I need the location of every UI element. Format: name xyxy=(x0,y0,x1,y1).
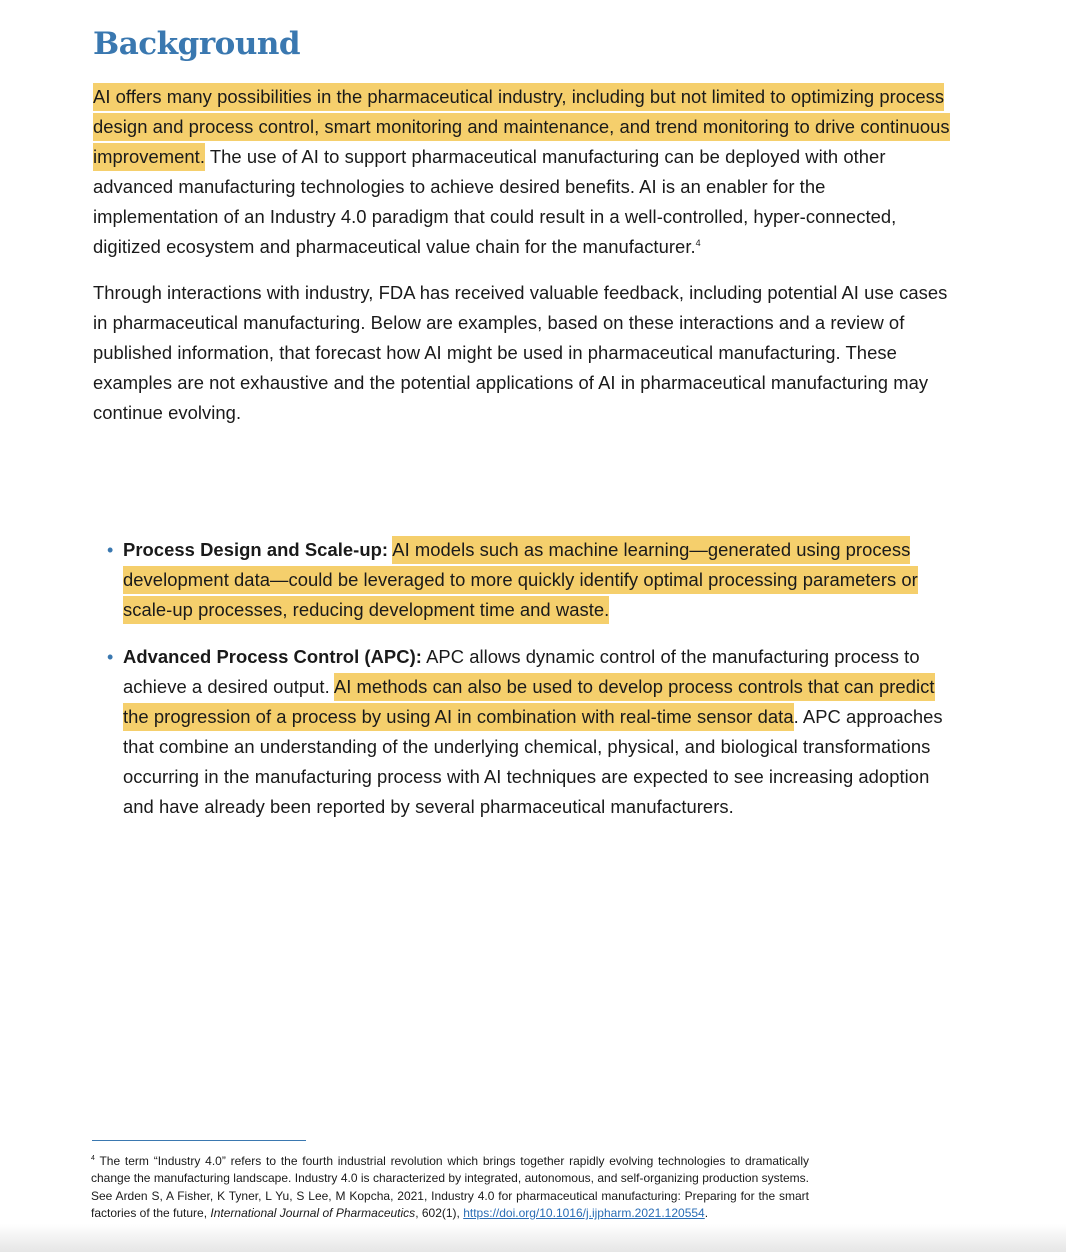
bullet-icon: • xyxy=(107,647,114,667)
bullet-text: APC allows dynamic control of the manufacturing process to achieve a desired output. xyxy=(123,646,920,697)
footnote-volume: , 602(1), xyxy=(415,1206,464,1221)
list-item-process-design xyxy=(107,535,953,625)
footnote-divider xyxy=(92,1140,306,1141)
bullet-icon: • xyxy=(107,540,114,560)
bullet-list xyxy=(107,642,953,822)
paragraph-intro xyxy=(93,82,953,262)
highlighted-text: AI offers many possibilities in the pharmaceutical industry, including but not limited to optimizing process design and process control, smart monitoring and maintenance, and trend monitoring to drive continuous improvement. xyxy=(93,83,950,171)
section-heading: Background xyxy=(93,26,301,62)
highlighted-text: AI models such as machine learning—generated using process development data—could be leveraged to more quickly identify optimal processing parameters or scale-up processes, reducing development time and waste. xyxy=(123,536,918,624)
bullet-list xyxy=(107,535,953,625)
footnote-reference[interactable]: 4 xyxy=(695,237,701,248)
page-bottom-shadow xyxy=(0,1224,1066,1252)
highlighted-text: AI methods can also be used to develop process controls that can predict the progression of a process by using AI in combination with real-time sensor data xyxy=(123,673,935,731)
journal-title: International Journal of Pharmaceutics xyxy=(210,1206,416,1221)
footnote-end: . xyxy=(704,1206,709,1221)
doi-link[interactable]: https://doi.org/10.1016/j.ijpharm.2021.120554 xyxy=(463,1206,705,1221)
footnote xyxy=(91,1153,809,1223)
paragraph-text: The use of AI to support pharmaceutical manufacturing can be deployed with other advanced manufacturing technologies to achieve desired benefits. AI is an enabler for the implementation of an Industry 4.0 paradigm that could result in a well-controlled, hyper-connected, digitized ecosystem and pharmaceutical value chain for the manufacturer. xyxy=(93,146,897,257)
bullet-text: . APC approaches that combine an understanding of the underlying chemical, physical, and biological transformations occurring in the manufacturing process with AI techniques are expected to see increasing adoption and have already been reported by several pharmaceutical manufacturers. xyxy=(123,706,943,817)
footnote-text: The term “Industry 4.0” refers to the fourth industrial revolution which brings together rapidly evolving technologies to dramatically change the manufacturing landscape. Industry 4.0 is characterized by integrated, autonomous, and self-organizing production systems. See Arden S, A Fisher, K Tyner, L Yu, S Lee, M Kopcha, 2021, Industry 4.0 for pharmaceutical manufacturing: Preparing for the smart factories of the future, xyxy=(91,1154,809,1221)
footnote-number: 4 xyxy=(91,1155,95,1162)
paragraph-use-cases: Through interactions with industry, FDA has received valuable feedback, including potential AI use cases in pharmaceutical manufacturing. Below are examples, based on these interactions and a review of published information, that forecast how AI might be used in pharmaceutical manufacturing. These examples are not exhaustive and the potential applications of AI in pharmaceutical manufacturing may continue evolving. xyxy=(93,282,948,423)
bullet-term: Advanced Process Control (APC): xyxy=(123,646,422,667)
list-item-apc xyxy=(107,642,953,822)
bullet-term: Process Design and Scale-up: xyxy=(123,539,389,560)
